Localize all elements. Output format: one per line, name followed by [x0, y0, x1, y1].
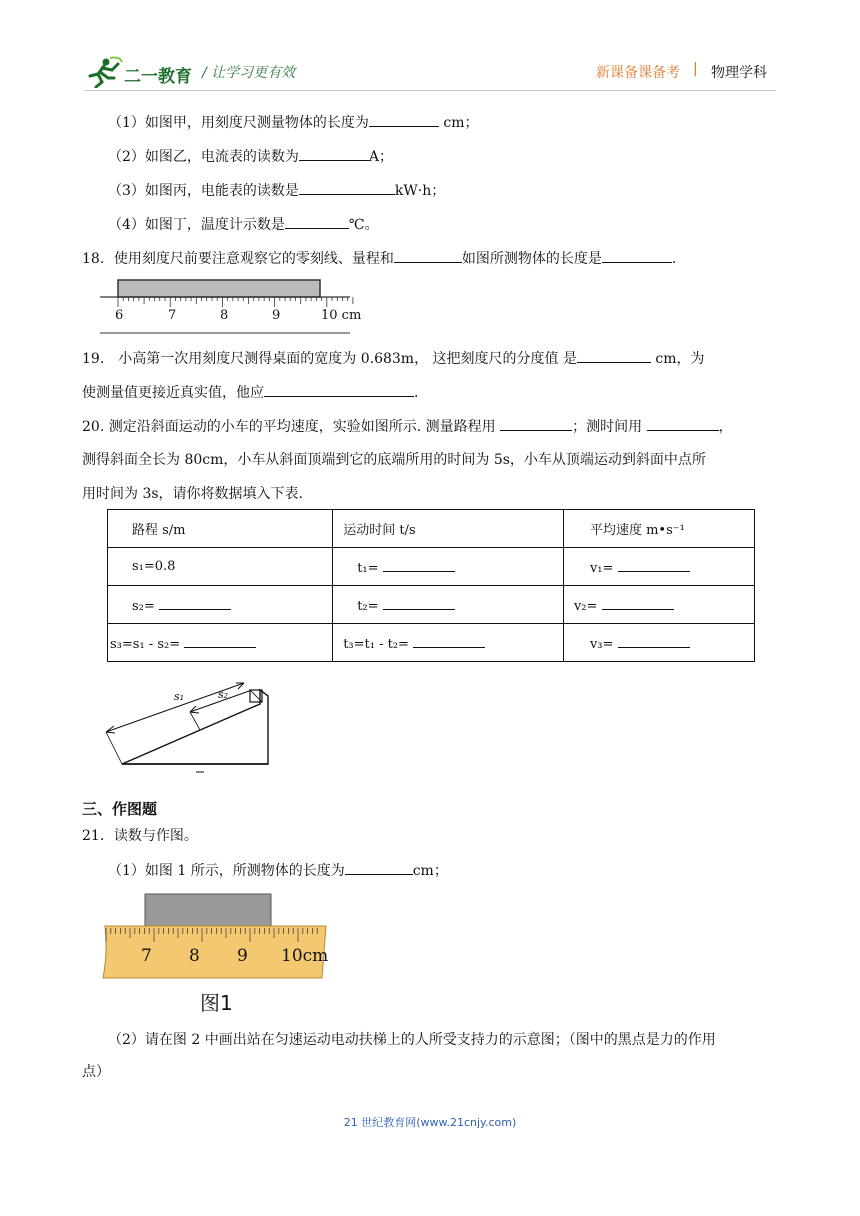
q18-ruler-figure [100, 278, 380, 338]
answer-blank[interactable] [602, 595, 674, 610]
answer-blank[interactable] [618, 557, 690, 572]
q17-part4: （4）如图丁，温度计示数是 ℃。 [108, 214, 379, 235]
table-cell: t₂= [333, 586, 564, 624]
header [0, 0, 860, 95]
brand-name: 二一教育 [124, 67, 192, 87]
table-header: 路程 s/m [108, 510, 333, 548]
q21-part2-line1: （2）请在图 2 中画出站在匀速运动电动扶梯上的人所受支持力的示意图；（图中的黑点是力的作用 [108, 1032, 716, 1048]
table-cell: v₂= [563, 586, 754, 624]
table-cell: v₃= [563, 624, 754, 662]
q21-part1: （1）如图 1 所示，所测物体的长度为 cm； [108, 860, 448, 881]
ruler-label: 6 [115, 308, 124, 323]
table-row [108, 548, 755, 586]
section-title: 三、作图题 [82, 800, 158, 818]
q17-part3: （3）如图丙，电能表的读数是 kW·h； [108, 180, 445, 201]
answer-blank[interactable] [394, 248, 462, 263]
answer-blank[interactable] [413, 633, 485, 648]
page-footer: 21 世纪教育网(www.21cnjy.com) [343, 1116, 517, 1129]
q19-line2: 使测量值更接近真实值，他应 . [82, 382, 418, 403]
ruler-label: 9 [237, 946, 248, 966]
q18-question: 18．使用刻度尺前要注意观察它的零刻线、量程和 如图所测物体的长度是 . [82, 248, 676, 269]
answer-blank[interactable] [577, 348, 651, 363]
s2-label: s₂ [218, 688, 229, 701]
course-label: 新课备课备考 [596, 65, 680, 81]
table-header-row [108, 510, 755, 548]
q17-part2: （2）如图乙，电流表的读数为 A； [108, 146, 393, 167]
subject-label: 物理学科 [711, 65, 767, 81]
table-cell: t₃=t₁ - t₂= [333, 624, 564, 662]
incline-figure [100, 680, 275, 775]
brand-slogan: / 让学习更有效 [202, 65, 296, 81]
table-row [108, 586, 755, 624]
ruler-label: 9 [272, 308, 281, 323]
answer-blank[interactable] [369, 112, 439, 127]
q20-line3: 用时间为 3s，请你将数据填入下表. [82, 486, 303, 502]
answer-blank[interactable] [299, 146, 369, 161]
ruler-label: 7 [168, 308, 177, 323]
figure1-drawing [100, 892, 330, 982]
figure1-ruler [100, 892, 330, 1022]
answer-blank[interactable] [264, 382, 414, 397]
answer-blank[interactable] [383, 557, 455, 572]
table-cell: s₁=0.8 [108, 548, 333, 586]
answer-blank[interactable] [159, 595, 231, 610]
incline-drawing [100, 680, 275, 775]
table-cell: t₁= [333, 548, 564, 586]
table-header: 运动时间 t/s [333, 510, 564, 548]
answer-blank[interactable] [618, 633, 690, 648]
runner-logo-icon [84, 56, 124, 88]
table-cell: v₁= [563, 548, 754, 586]
answer-blank[interactable] [184, 633, 256, 648]
header-separator: | [693, 61, 698, 77]
answer-blank[interactable] [299, 180, 395, 195]
ruler-label: 8 [189, 946, 200, 966]
q19-line1: 19． 小高第一次用刻度尺测得桌面的宽度为 0.683m， 这把刻度尺的分度值 是 cm，为 [82, 348, 705, 369]
table-header: 平均速度 m•s⁻¹ [563, 510, 754, 548]
q20-line1: 20. 测定沿斜面运动的小车的平均速度，实验如图所示. 测量路程用 ；测时间用 ， [82, 416, 733, 437]
s1-label: s₁ [174, 690, 185, 703]
answer-blank[interactable] [647, 416, 719, 431]
figure1-caption: 图1 [200, 991, 233, 1015]
ruler-label: 7 [141, 946, 152, 966]
q21-title: 21．读数与作图。 [82, 828, 198, 844]
ruler-label: 8 [220, 308, 229, 323]
q20-line2: 测得斜面全长为 80cm，小车从斜面顶端到它的底端所用的时间为 5s，小车从顶端运动到斜面中点所 [82, 452, 706, 468]
q17-part1: （1）如图甲，用刻度尺测量物体的长度为 cm； [108, 112, 478, 133]
answer-blank[interactable] [383, 595, 455, 610]
table-row [108, 624, 755, 662]
table-cell: s₂= [108, 586, 333, 624]
q21-part2-line2: 点） [82, 1064, 110, 1080]
ruler-label: 10 cm [321, 308, 362, 323]
speed-data-table [107, 509, 755, 662]
ruler-label: 10cm [281, 946, 329, 966]
answer-blank[interactable] [345, 860, 413, 875]
answer-blank[interactable] [285, 214, 349, 229]
answer-blank[interactable] [602, 248, 672, 263]
answer-blank[interactable] [500, 416, 572, 431]
table-cell: s₃=s₁ - s₂= [108, 624, 333, 662]
header-rule [84, 90, 776, 91]
